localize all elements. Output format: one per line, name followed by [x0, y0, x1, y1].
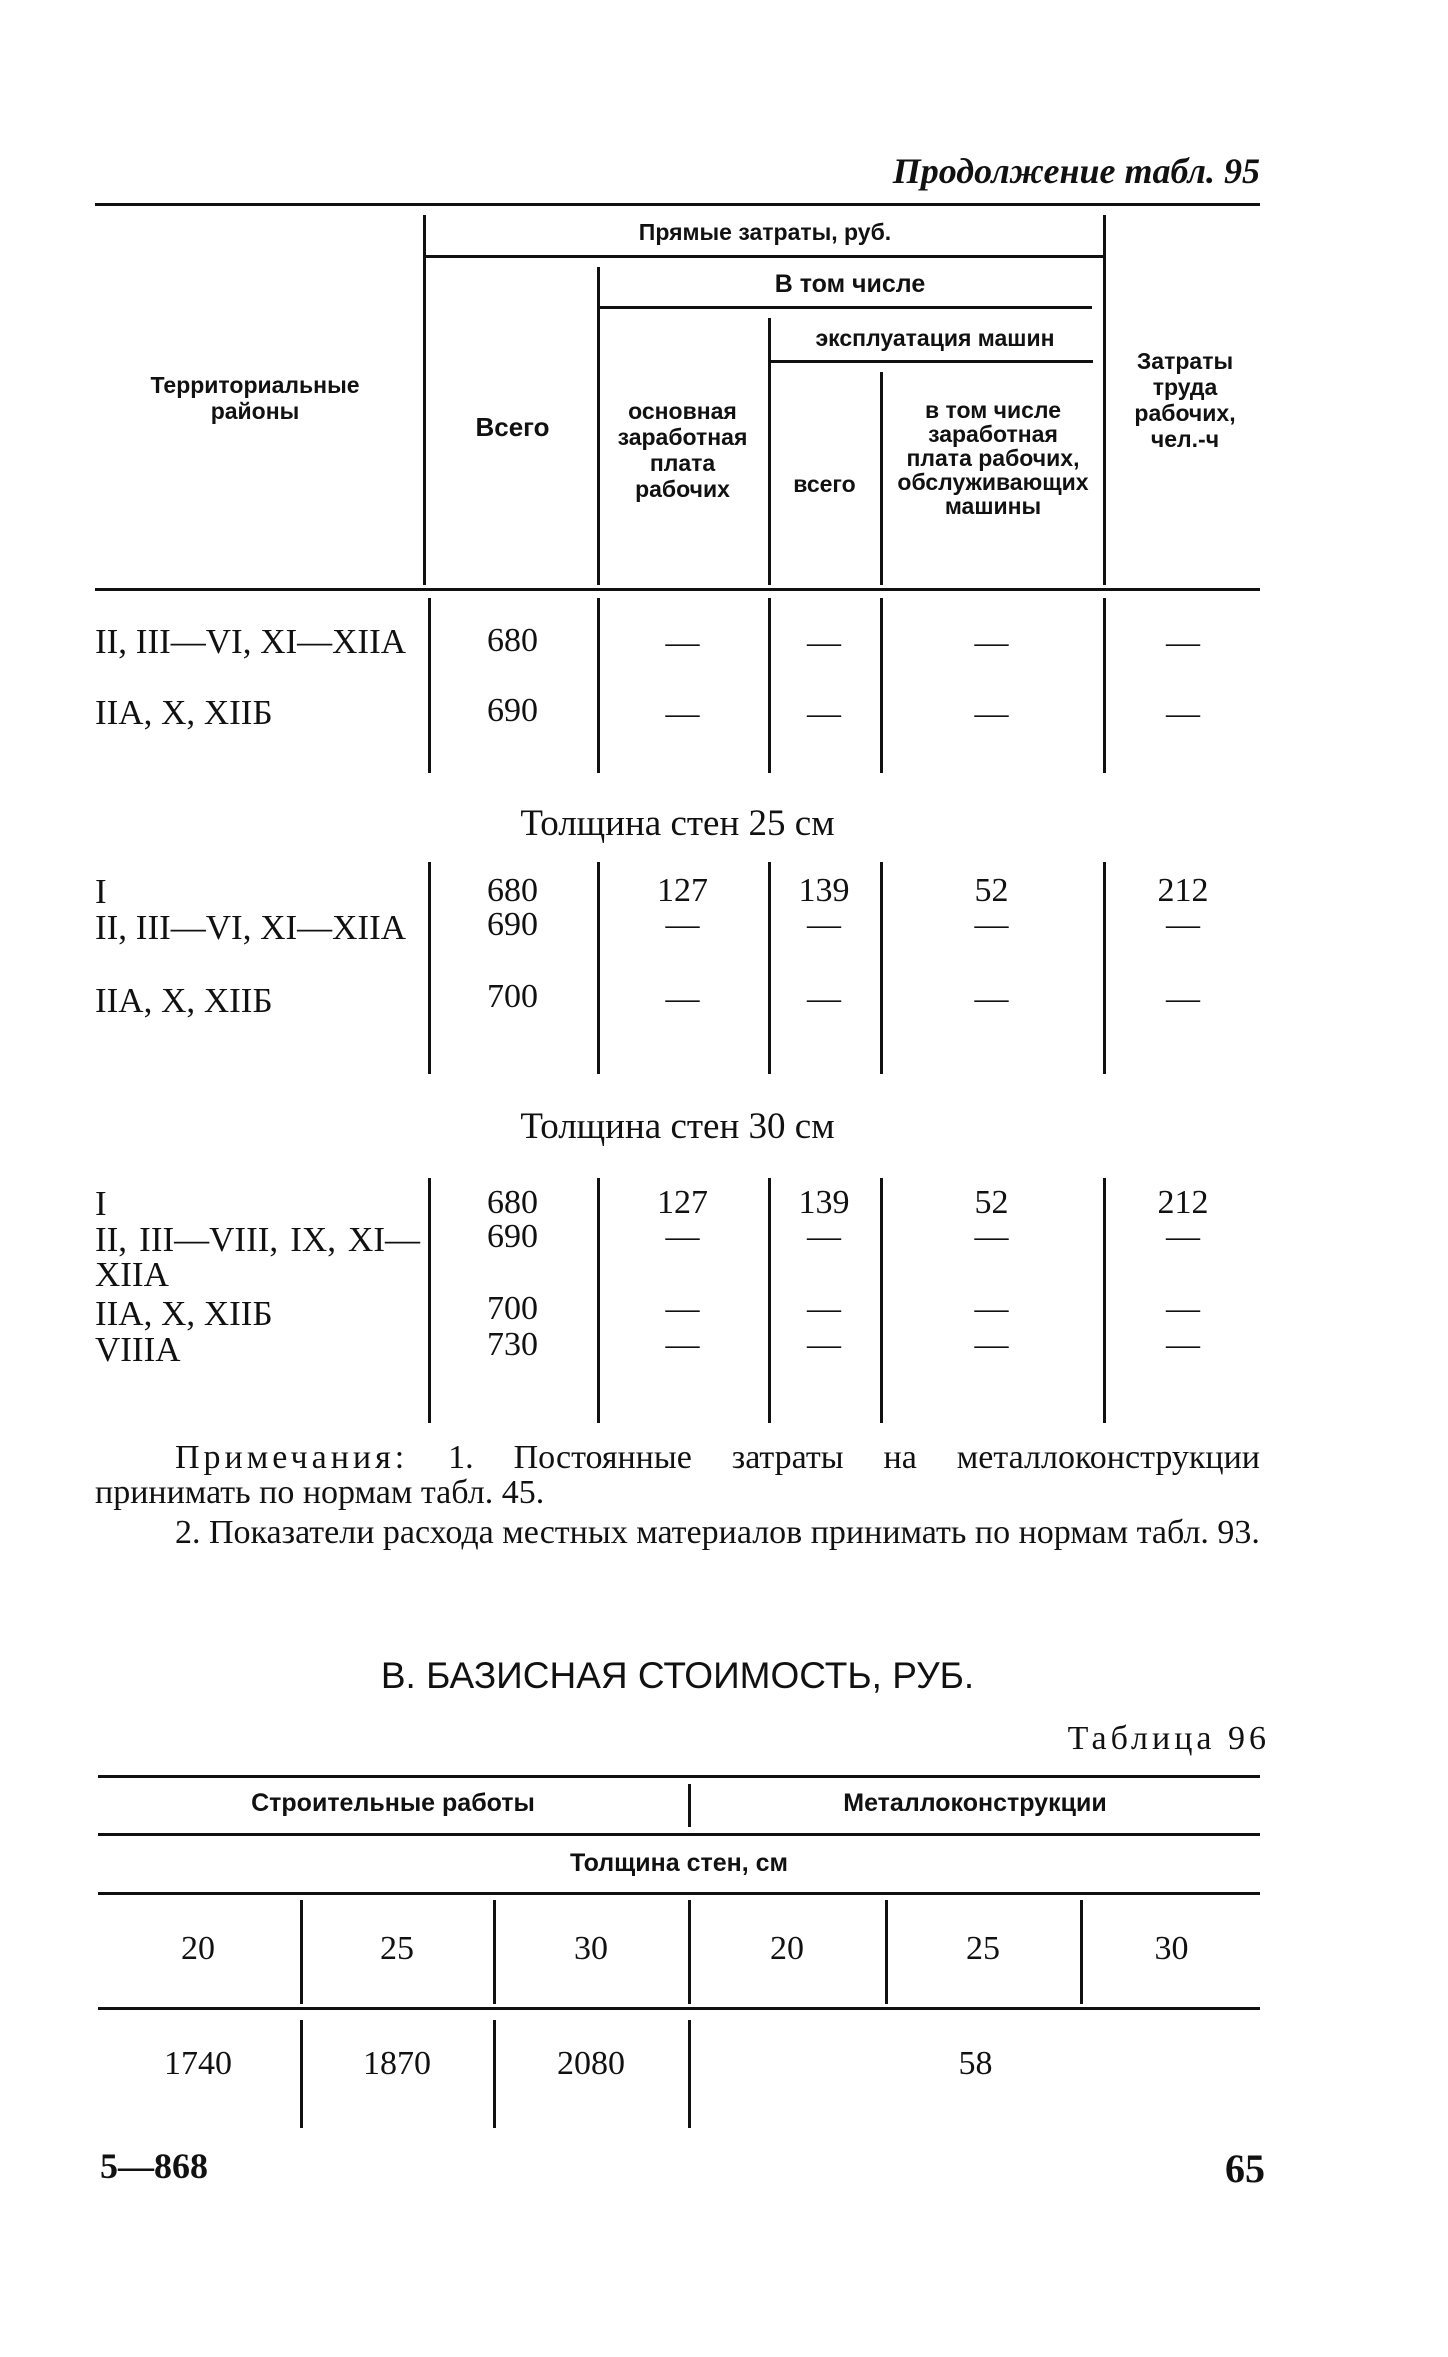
region-cell: I [95, 872, 107, 911]
value-machine-salary: 52 [974, 1184, 1009, 1221]
header-thickness: Толщина стен, см [569, 1849, 789, 1877]
header-base-salary: основная заработная плата рабочих [617, 398, 748, 502]
value-construction-25: 1870 [363, 2045, 431, 2082]
value-total: 730 [487, 1326, 538, 1363]
region-cell: I [95, 1184, 107, 1223]
header-metal: Металлоконструкции [843, 1789, 1107, 1817]
subtitle-25: Толщина стен 25 см [520, 803, 835, 844]
value-machine-total: — [807, 980, 841, 1017]
value-base-salary: — [665, 695, 700, 732]
note-2-block [95, 1515, 1260, 1550]
value-construction-20: 1740 [164, 2045, 232, 2082]
thickness-25-metal: 25 [966, 1930, 1000, 1967]
value-labor: — [1166, 695, 1200, 732]
thickness-20: 20 [181, 1930, 215, 1967]
footer-code: 5—868 [100, 2146, 208, 2186]
value-labor: — [1166, 624, 1200, 661]
region-cell: IIA, X, XIIБ [95, 981, 273, 1020]
value-total: 680 [487, 1184, 538, 1221]
value-machine-total: — [807, 695, 841, 732]
value-machine-total: — [807, 1290, 841, 1327]
note-2: 2. Показатели расхода местных материалов принимать по нормам табл. 93. [175, 1514, 1260, 1551]
region-cell: II, III—VI, XI—XIIA [95, 908, 407, 947]
value-machine-total: — [807, 1218, 841, 1255]
header-machine-operation: эксплуатация машин [815, 325, 1055, 351]
value-base-salary: — [665, 1218, 700, 1255]
value-machine-total: — [807, 906, 841, 943]
region-cell: VIIIA [95, 1330, 181, 1369]
value-labor: — [1166, 1326, 1200, 1363]
value-labor: 212 [1157, 872, 1209, 909]
value-machine-salary: — [974, 1218, 1009, 1255]
section-title: В. БАЗИСНАЯ СТОИМОСТЬ, РУБ. [380, 1655, 975, 1696]
notes-label: Примечания: [175, 1439, 409, 1476]
value-total: 700 [487, 978, 538, 1015]
header-direct-costs: Прямые затраты, руб. [638, 219, 892, 245]
continuation-label: Продолжение табл. 95 [892, 151, 1260, 191]
value-machine-salary: — [974, 695, 1009, 732]
header-machine-salary: в том числе заработная плата рабочих, обслуживающих машины [897, 397, 1089, 519]
thickness-30: 30 [574, 1930, 608, 1967]
value-labor: — [1166, 1290, 1200, 1327]
value-base-salary: — [665, 1326, 700, 1363]
header-labor: Затраты труда рабочих, чел.-ч [1134, 348, 1236, 452]
value-base-salary: — [665, 906, 700, 943]
value-base-salary: 127 [657, 872, 708, 909]
value-base-salary: — [665, 624, 700, 661]
table-96-caption: Таблица 96 [1067, 1720, 1270, 1757]
value-machine-total: 139 [798, 872, 850, 909]
value-total: 690 [487, 906, 538, 943]
value-base-salary: — [665, 1290, 700, 1327]
value-machine-total: 139 [798, 1184, 850, 1221]
region-cell: IIA, X, XIIБ [95, 1294, 273, 1333]
value-base-salary: 127 [657, 1184, 708, 1221]
value-labor: — [1166, 906, 1200, 943]
note-1: 1. Постоянные затраты на металлоконструкции принимать по нормам табл. 45. [95, 1439, 1260, 1511]
region-cell: II, III—VI, XI—XIIA [95, 622, 407, 661]
thickness-30-metal: 30 [1154, 1930, 1189, 1967]
header-including: В том числе [774, 270, 926, 298]
value-total: 690 [487, 1218, 538, 1255]
page-number: 65 [1225, 2146, 1265, 2191]
value-machine-total: — [807, 624, 841, 661]
header-construction: Строительные работы [251, 1789, 535, 1817]
region-cell: IIA, X, XIIБ [95, 693, 273, 732]
value-machine-salary: 52 [974, 872, 1009, 909]
value-labor: 212 [1157, 1184, 1209, 1221]
value-construction-30: 2080 [557, 2045, 625, 2082]
value-machine-total: — [807, 1326, 841, 1363]
value-base-salary: — [665, 980, 700, 1017]
value-machine-salary: — [974, 906, 1009, 943]
value-total: 690 [487, 692, 538, 729]
notes-block [95, 1440, 1260, 1510]
thickness-25: 25 [380, 1930, 414, 1967]
value-machine-salary: — [974, 624, 1009, 661]
header-territory: Территориальные районы [150, 372, 360, 424]
value-machine-salary: — [974, 1326, 1009, 1363]
value-total: 700 [487, 1290, 538, 1327]
value-total: 680 [487, 622, 538, 659]
value-machine-salary: — [974, 1290, 1009, 1327]
value-labor: — [1166, 980, 1200, 1017]
value-metal: 58 [958, 2045, 993, 2082]
region-cell: II, III—VIII, IX, XI—XIIA [95, 1220, 420, 1294]
thickness-20-metal: 20 [770, 1930, 804, 1967]
subtitle-30: Толщина стен 30 см [520, 1106, 835, 1147]
value-machine-salary: — [974, 980, 1009, 1017]
value-labor: — [1166, 1218, 1200, 1255]
header-total: Всего [475, 412, 550, 442]
value-total: 680 [487, 872, 538, 909]
header-machine-total: всего [793, 471, 856, 497]
